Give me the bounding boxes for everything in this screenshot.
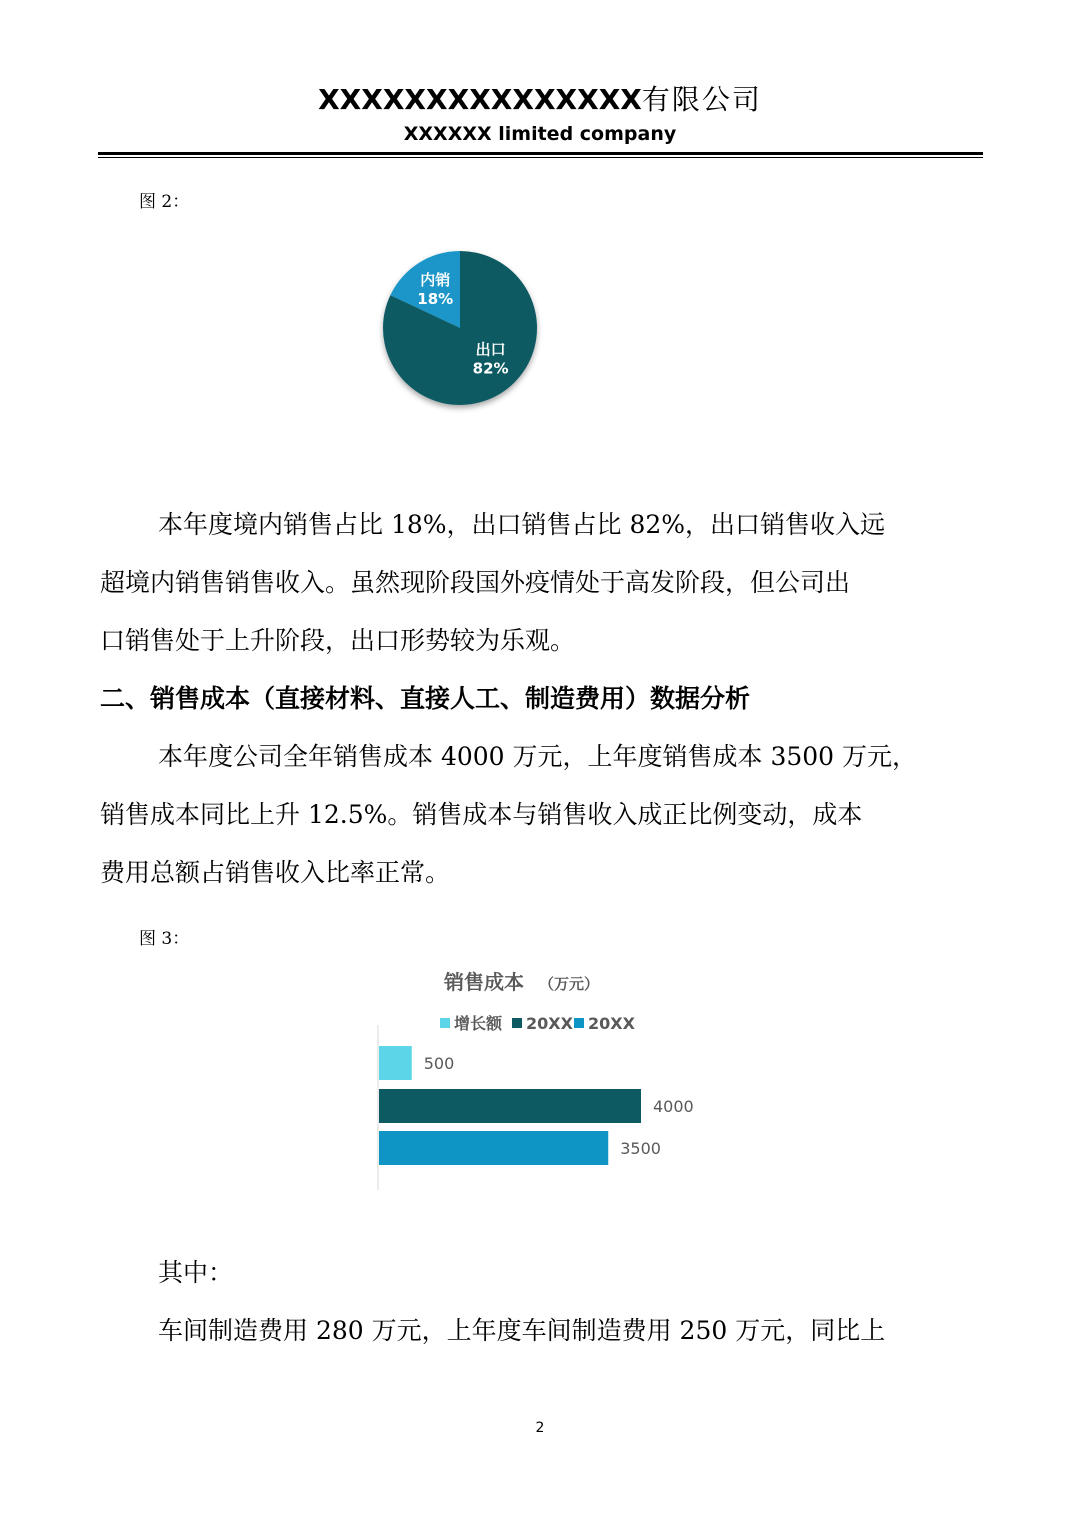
company-name (0, 78, 1080, 118)
legend-label: 增长额 (454, 1014, 503, 1033)
header-rule-thick (98, 152, 983, 155)
paragraph-line: 口销售处于上升阶段，出口形势较为乐观。 (100, 626, 576, 655)
paragraph-qizhong (100, 1244, 984, 1302)
legend-swatch (574, 1018, 584, 1028)
figure-2-label: 图 2： (139, 192, 190, 212)
paragraph-line: 超境内销售销售收入。虽然现阶段国外疫情处于高发阶段，但公司出 (100, 568, 851, 597)
bar-value-label: 500 (423, 1054, 455, 1073)
page-number: 2 (535, 1420, 545, 1436)
paragraph-sales-ratio (100, 496, 984, 670)
figure-3-label: 图 3： (139, 929, 190, 949)
paragraph-line: 其中： (158, 1258, 234, 1287)
header-rule-thin (98, 157, 983, 158)
paragraph-sales-cost (100, 728, 984, 902)
paragraph-line: 费用总额占销售收入比率正常。 (100, 858, 451, 887)
legend-swatch (440, 1018, 450, 1028)
bar-value-label: 4000 (653, 1097, 694, 1116)
bar-chart-title-unit: （万元） (539, 975, 600, 993)
pie-label: 出口 (475, 340, 506, 359)
bar (379, 1089, 641, 1123)
paragraph-line: 本年度境内销售占比 18%，出口销售占比 82%，出口销售收入远 (158, 510, 886, 539)
bar (379, 1046, 412, 1080)
bar-value-label: 3500 (620, 1139, 661, 1158)
legend-label: 20XX (588, 1014, 635, 1033)
pie-value-label: 18% (417, 289, 454, 308)
legend-swatch (512, 1018, 522, 1028)
pie-value-label: 82% (472, 359, 509, 378)
paragraph-line: 本年度公司全年销售成本 4000 万元，上年度销售成本 3500 万元， (158, 742, 918, 771)
company-name-suffix: 有限公司 (641, 83, 762, 116)
bar-chart (360, 960, 720, 1200)
company-name-prefix: XXXXXXXXXXXXXXX (318, 83, 642, 116)
legend-label: 20XX (526, 1014, 573, 1033)
paragraph-line: 车间制造费用 280 万元，上年度车间制造费用 250 万元，同比上 (158, 1316, 886, 1345)
bar (379, 1131, 608, 1165)
pie-label: 内销 (420, 270, 451, 289)
pie-chart (370, 240, 550, 420)
section-heading: 二、销售成本（直接材料、直接人工、制造费用）数据分析 (100, 684, 751, 713)
paragraph-line: 销售成本同比上升 12.5%。销售成本与销售收入成正比例变动，成本 (100, 800, 863, 829)
bar-chart-title: 销售成本 (444, 970, 524, 994)
paragraph-manufacturing-cost (100, 1302, 984, 1360)
company-name-english: XXXXXX limited company (403, 123, 677, 145)
